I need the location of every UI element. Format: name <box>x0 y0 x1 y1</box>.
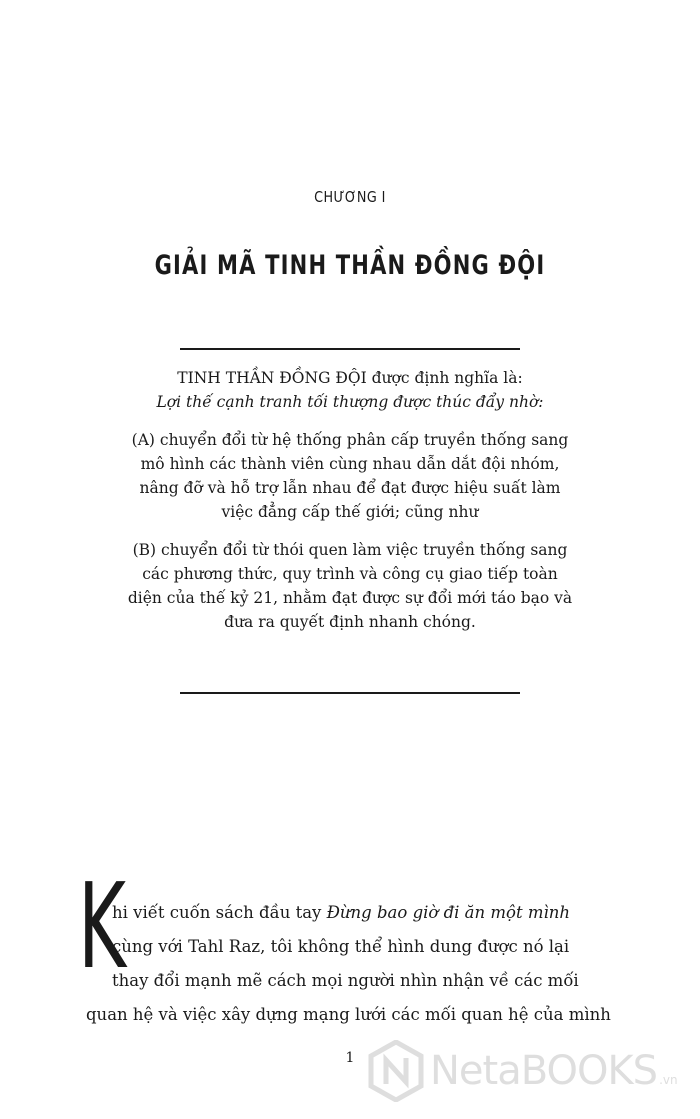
point-a-line: nâng đỡ và hỗ trợ lẫn nhau để đạt được hiệu suất làm <box>139 479 561 497</box>
point-b-line: các phương thức, quy trình và công cụ giao tiếp toàn <box>142 565 558 583</box>
point-b-line: (B) chuyển đổi từ thói quen làm việc truyền thống sang <box>132 541 568 559</box>
drop-cap: K <box>78 857 126 995</box>
definition-point-b <box>100 538 600 634</box>
chapter-label: CHƯƠNG I <box>314 188 386 206</box>
body-line-text: hi viết cuốn sách đầu tay <box>112 903 327 922</box>
bottom-divider <box>180 692 520 694</box>
page-number: 1 <box>345 1050 355 1066</box>
definition-block <box>100 366 600 634</box>
point-a-line: (A) chuyển đổi từ hệ thống phân cấp truyền thống sang <box>131 431 569 449</box>
watermark-text: NetaBOOKS <box>430 1048 658 1094</box>
watermark <box>368 1040 678 1102</box>
netabooks-logo-icon <box>368 1040 424 1102</box>
body-line: thay đổi mạnh mẽ cách mọi người nhìn nhận về các mối <box>112 971 579 990</box>
definition-point-a <box>100 428 600 524</box>
book-title: Đừng bao giờ đi ăn một mình <box>326 903 571 922</box>
point-a-line: việc đẳng cấp thế giới; cũng như <box>221 503 479 521</box>
point-b-line: đưa ra quyết định nhanh chóng. <box>224 613 476 631</box>
definition-subtitle: Lợi thế cạnh tranh tối thượng được thúc đẩy nhờ: <box>156 393 544 411</box>
point-a-line: mô hình các thành viên cùng nhau dẫn dắt đội nhóm, <box>140 455 560 473</box>
definition-lead: TINH THẦN ĐỒNG ĐỘI được định nghĩa là: <box>177 369 523 387</box>
top-divider <box>180 348 520 350</box>
body-line: cùng với Tahl Raz, tôi không thể hình dung được nó lại <box>112 937 570 956</box>
body-line: quan hệ và việc xây dựng mạng lưới các mối quan hệ của mình <box>86 1005 611 1024</box>
chapter-title: GIẢI MÃ TINH THẦN ĐỒNG ĐỘI <box>154 250 546 281</box>
point-b-line: diện của thế kỷ 21, nhằm đạt được sự đổi mới táo bạo và <box>127 589 573 607</box>
body-line <box>86 896 646 930</box>
body-paragraph <box>86 896 646 1032</box>
watermark-suffix: .vn <box>659 1073 678 1087</box>
